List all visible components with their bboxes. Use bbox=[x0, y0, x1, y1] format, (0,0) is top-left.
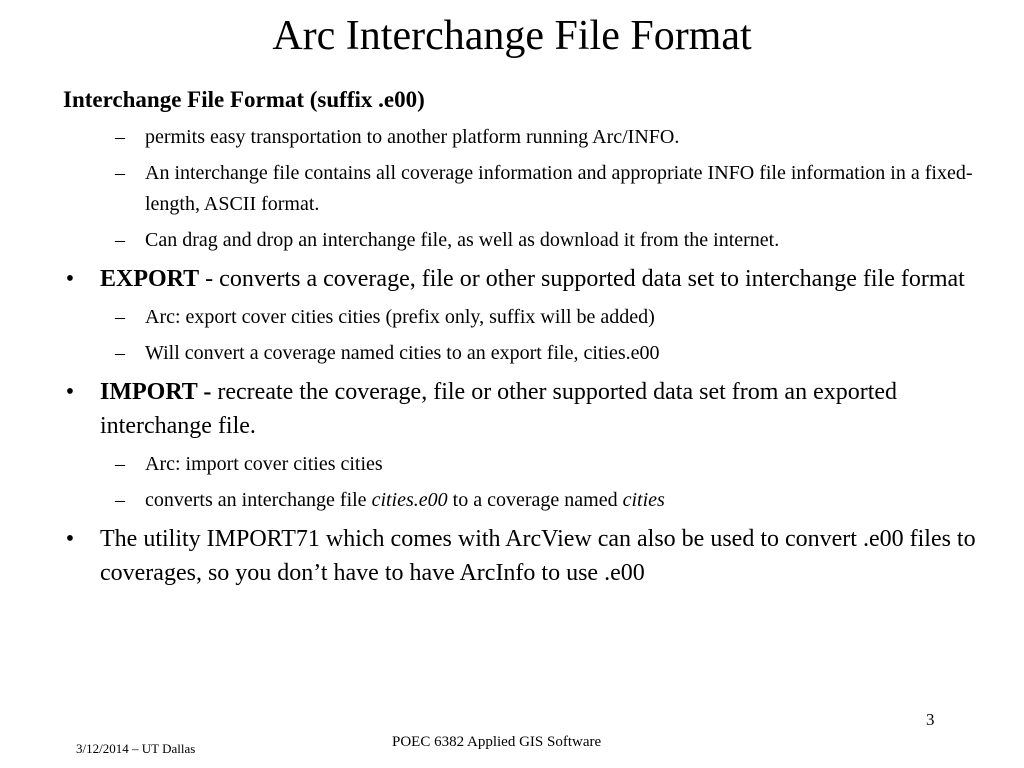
footer-date: 3/12/2014 – UT Dallas bbox=[76, 741, 196, 756]
sub-item-text: Will convert a coverage named cities to an export file, cities.e00 bbox=[145, 342, 660, 364]
export-keyword: EXPORT bbox=[100, 266, 200, 292]
dash-marker: – bbox=[115, 229, 125, 251]
sub-item-import-result bbox=[115, 485, 1000, 516]
slide-body bbox=[60, 84, 1000, 596]
sub-item-text-part: to a coverage named bbox=[447, 489, 623, 511]
sub-item-export-command bbox=[115, 302, 1000, 333]
dash-marker: – bbox=[115, 126, 125, 148]
sub-item-text: Arc: export cover cities cities (prefix only, suffix will be added) bbox=[145, 306, 655, 328]
bullet-utility bbox=[60, 522, 1000, 590]
import-description: recreate the coverage, file or other supported data set from an exported interchange file. bbox=[100, 379, 898, 439]
dash-marker: – bbox=[115, 453, 125, 475]
export-description: - converts a coverage, file or other supported data set to interchange file format bbox=[199, 266, 965, 292]
footer-course: POEC 6382 Applied GIS Software bbox=[392, 734, 602, 750]
import-keyword: IMPORT - bbox=[100, 379, 212, 405]
sub-item-import-command bbox=[115, 449, 1000, 480]
bullet-export bbox=[60, 262, 1000, 296]
export-sub-list bbox=[60, 302, 1000, 369]
slide-title: Arc Interchange File Format bbox=[272, 13, 752, 59]
import-sub-list bbox=[60, 449, 1000, 516]
dash-marker: – bbox=[115, 342, 125, 364]
bullet-marker: • bbox=[65, 266, 75, 292]
sub-item-portability bbox=[115, 122, 1000, 153]
sub-item-export-result bbox=[115, 338, 1000, 369]
bullet-import bbox=[60, 375, 1000, 443]
utility-text: The utility IMPORT71 which comes with ArcView can also be used to convert .e00 files to coverages, so you don’t have to have ArcInfo to use .e00 bbox=[100, 526, 976, 586]
sub-item-text: An interchange file contains all coverage information and appropriate INFO file information in a fixed-length, ASCII format. bbox=[145, 162, 973, 215]
section-heading: Interchange File Format (suffix .e00) bbox=[63, 87, 425, 112]
page-number: 3 bbox=[926, 710, 935, 729]
dash-marker: – bbox=[115, 306, 125, 328]
sub-item-text: Arc: import cover cities cities bbox=[145, 453, 383, 475]
sub-item-text-part: converts an interchange file bbox=[145, 489, 372, 511]
bullet-marker: • bbox=[65, 526, 75, 552]
sub-item-contents bbox=[115, 158, 1000, 220]
dash-marker: – bbox=[115, 162, 125, 184]
sub-item-text: Can drag and drop an interchange file, as well as download it from the internet. bbox=[145, 229, 780, 251]
coverage-name-italic: cities bbox=[622, 489, 665, 511]
sub-item-text: permits easy transportation to another platform running Arc/INFO. bbox=[145, 126, 680, 148]
filename-italic: cities.e00 bbox=[371, 489, 448, 511]
sub-item-drag-drop bbox=[115, 225, 1000, 256]
heading-sub-list bbox=[60, 122, 1000, 256]
dash-marker: – bbox=[115, 489, 125, 511]
bullet-marker: • bbox=[65, 379, 75, 405]
